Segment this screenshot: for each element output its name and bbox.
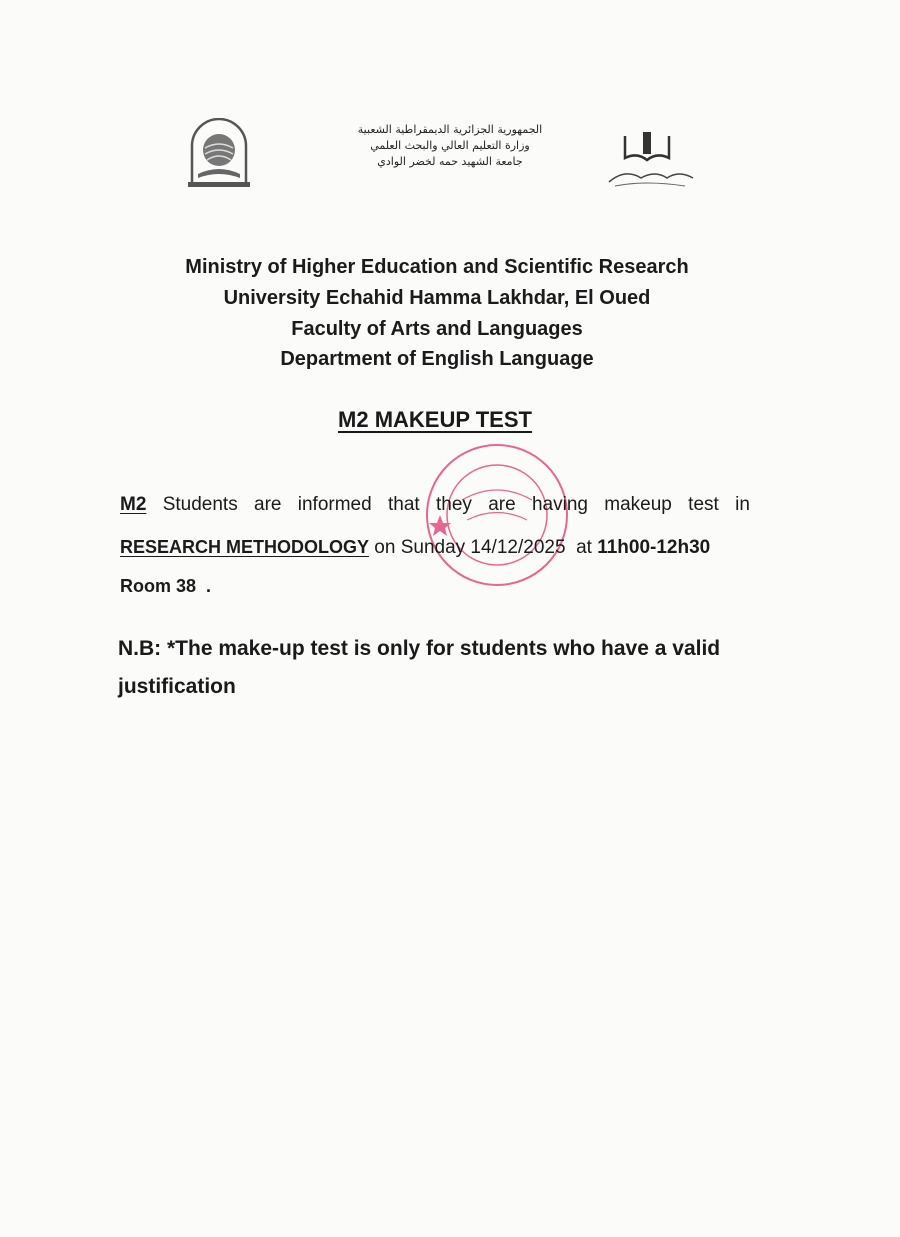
document-title: M2 MAKEUP TEST: [338, 407, 532, 432]
department-heading: Department of English Language: [280, 348, 594, 370]
ministry-heading: Ministry of Higher Education and Scientific Research: [185, 256, 689, 278]
room-text: Room 38 .: [120, 576, 212, 596]
faculty-heading: Faculty of Arts and Languages: [291, 318, 583, 340]
word: informed: [297, 494, 372, 515]
arabic-header: [300, 122, 600, 170]
level-label: M2: [120, 494, 147, 515]
word: they: [435, 494, 472, 515]
notice-line-1: [120, 494, 750, 516]
word: having: [531, 494, 588, 515]
arabic-republic-line: الجمهورية الجزائرية الديمقراطية الشعبية: [357, 123, 543, 136]
word: makeup: [604, 494, 672, 515]
word: in: [735, 494, 750, 515]
word: are: [488, 494, 516, 515]
word: Students: [162, 494, 238, 515]
nb-note-line-1: N.B: *The make-up test is only for students who have a valid: [118, 637, 721, 660]
arabic-university-line: جامعة الشهيد حمه لخضر الوادي: [377, 155, 523, 168]
word: that: [387, 494, 420, 515]
left-university-logo: [186, 118, 252, 192]
notice-line-2: [120, 537, 750, 559]
word: test: [688, 494, 719, 515]
nb-note-line-2: justification: [118, 675, 236, 698]
subject-name: RESEARCH METHODOLOGY: [120, 537, 370, 557]
arabic-ministry-line: وزارة التعليم العالي والبحث العلمي: [370, 139, 530, 152]
date-text: on Sunday 14/12/2025 at: [369, 537, 598, 558]
university-heading: University Echahid Hamma Lakhdar, El Oued: [223, 287, 651, 309]
right-faculty-logo: [605, 128, 695, 192]
time-range: 11h00-12h30: [597, 537, 711, 558]
word: are: [254, 494, 282, 515]
